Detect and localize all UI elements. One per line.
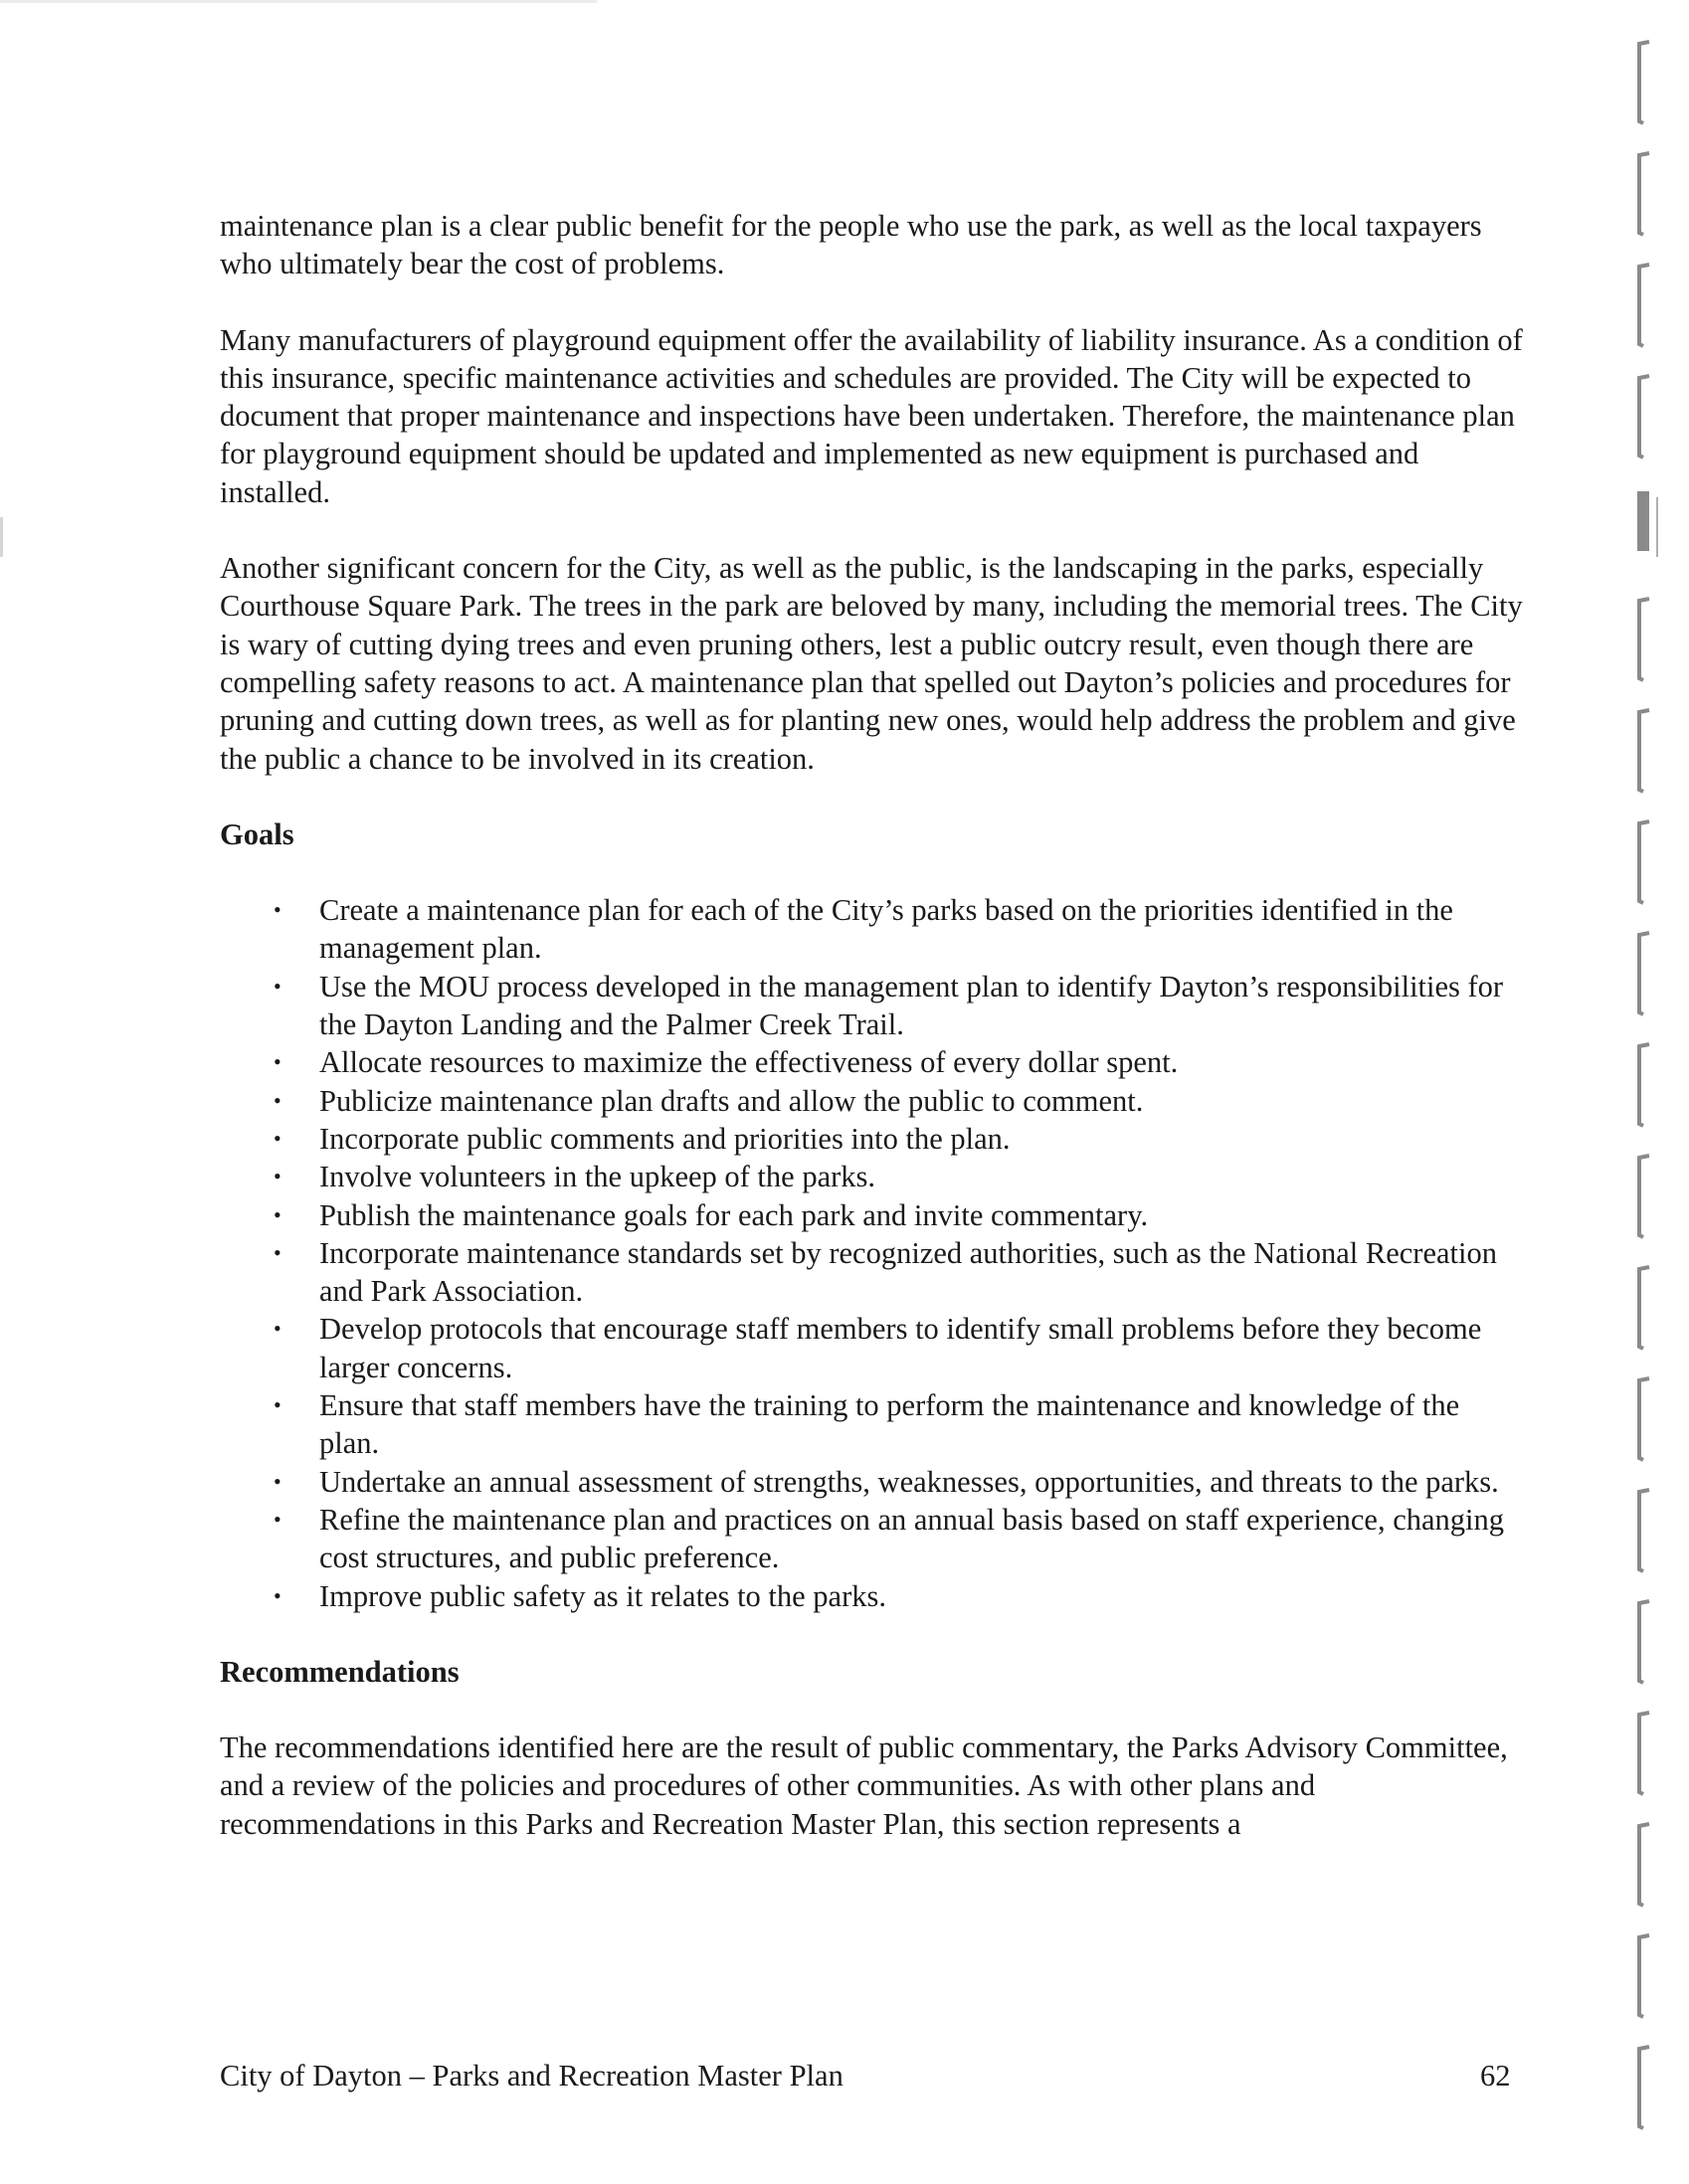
binder-mark-icon xyxy=(1631,1597,1661,1687)
goal-text: Undertake an annual assessment of strengths, weaknesses, opportunities, and threats to the parks. xyxy=(319,1464,1499,1499)
binder-mark-icon xyxy=(1631,1820,1661,1910)
page-body xyxy=(220,207,1523,1881)
bullet-icon: • xyxy=(274,1201,282,1227)
paragraph-landscaping: Another significant concern for the City, as well as the public, is the landscaping in the parks, especially Courthouse Square Park. The trees in the park are beloved by many, including the memorial trees. The City is wary of cutting dying trees and even pruning others, lest a public outcry result, even though there are compelling safety reasons to act. A maintenance plan that spelled out Dayton’s policies and procedures for pruning and cutting down trees, as well as for planting new ones, would help address the problem and give the public a chance to be involved in its creation. xyxy=(220,551,1523,776)
binder-mark-icon xyxy=(1631,1374,1661,1464)
bullet-icon: • xyxy=(274,1468,282,1494)
bullet-icon: • xyxy=(274,1049,282,1075)
bullet-icon: • xyxy=(274,1392,282,1418)
binder-mark-icon xyxy=(1631,487,1661,577)
recommendations-heading: Recommendations xyxy=(220,1654,460,1689)
goal-text: Involve volunteers in the upkeep of the parks. xyxy=(319,1160,876,1194)
list-item xyxy=(220,1386,1523,1463)
scan-left-mark xyxy=(0,517,3,557)
paragraph-playground-insurance: Many manufacturers of playground equipment offer the availability of liability insurance. As a condition of this insurance, specific maintenance activities and schedules are provided. The City will be expected to document that proper maintenance and inspections have been undertaken. Therefore, the maintenance plan for playground equipment should be updated and implemented as new equipment is purchased and installed. xyxy=(220,322,1523,509)
list-item xyxy=(220,1501,1523,1577)
binder-mark-icon xyxy=(1631,706,1661,796)
list-item xyxy=(220,968,1523,1044)
goals-list xyxy=(220,891,1523,1615)
goal-text: Develop protocols that encourage staff members to identify small problems before they become larger concerns. xyxy=(319,1312,1482,1384)
paragraph-intro: maintenance plan is a clear public benefit for the people who use the park, as well as the local taxpayers who ultimately bear the cost of problems. xyxy=(220,209,1482,281)
binder-mark-icon xyxy=(1631,261,1661,350)
bullet-icon: • xyxy=(274,897,282,923)
bullet-icon: • xyxy=(274,1506,282,1532)
goal-text: Create a maintenance plan for each of the City’s parks based on the priorities identified in the management plan. xyxy=(319,893,1453,966)
list-item xyxy=(220,1196,1523,1234)
list-item xyxy=(220,1158,1523,1195)
bullet-icon: • xyxy=(274,1125,282,1151)
binder-mark-icon xyxy=(1631,1040,1661,1130)
list-item xyxy=(220,891,1523,968)
list-item xyxy=(220,1082,1523,1120)
goal-text: Ensure that staff members have the training to perform the maintenance and knowledge of the plan. xyxy=(319,1388,1460,1461)
binder-mark-icon xyxy=(1631,818,1661,907)
binder-mark-icon xyxy=(1631,149,1661,239)
binder-mark-icon xyxy=(1631,1263,1661,1353)
binder-mark-icon xyxy=(1631,372,1661,461)
goal-text: Publish the maintenance goals for each park and invite commentary. xyxy=(319,1197,1149,1232)
goal-text: Refine the maintenance plan and practices on an annual basis based on staff experience, changing cost structures, and public preference. xyxy=(319,1502,1505,1575)
paragraph-recommendations: The recommendations identified here are the result of public commentary, the Parks Advisory Committee, and a review of the policies and procedures of other communities. As with other plans and recommendations in this Parks and Recreation Master Plan, this section represents a xyxy=(220,1730,1508,1841)
page-number: 62 xyxy=(1480,2059,1511,2093)
list-item xyxy=(220,1310,1523,1386)
list-item xyxy=(220,1043,1523,1081)
bullet-icon: • xyxy=(274,1582,282,1608)
bullet-icon: • xyxy=(274,1164,282,1189)
bullet-icon: • xyxy=(274,1316,282,1342)
bullet-icon: • xyxy=(274,1087,282,1113)
goal-text: Use the MOU process developed in the management plan to identify Dayton’s responsibilities for the Dayton Landing and the Palmer Creek Trail. xyxy=(319,969,1504,1042)
list-item xyxy=(220,1577,1523,1615)
binder-mark-icon xyxy=(1631,1931,1661,2021)
list-item xyxy=(220,1120,1523,1158)
bullet-icon: • xyxy=(274,973,282,999)
goal-text: Improve public safety as it relates to the parks. xyxy=(319,1578,886,1613)
list-item xyxy=(220,1463,1523,1501)
goal-text: Publicize maintenance plan drafts and allow the public to comment. xyxy=(319,1083,1144,1118)
list-item xyxy=(220,1234,1523,1311)
footer-title: City of Dayton – Parks and Recreation Master Plan xyxy=(220,2059,844,2093)
binder-mark-icon xyxy=(1631,1486,1661,1575)
binder-mark-icon xyxy=(1631,1709,1661,1798)
goal-text: Incorporate public comments and priorities into the plan. xyxy=(319,1121,1011,1156)
scan-edge-mark xyxy=(0,0,597,3)
binder-mark-icon xyxy=(1631,2043,1661,2132)
binder-mark-icon xyxy=(1631,38,1661,127)
bullet-icon: • xyxy=(274,1239,282,1265)
goal-text: Allocate resources to maximize the effectiveness of every dollar spent. xyxy=(319,1045,1179,1080)
goal-text: Incorporate maintenance standards set by recognized authorities, such as the National Recreation and Park Association. xyxy=(319,1235,1497,1309)
goals-heading: Goals xyxy=(220,817,294,851)
binder-mark-icon xyxy=(1631,595,1661,684)
binder-mark-icon xyxy=(1631,1152,1661,1241)
binder-mark-icon xyxy=(1631,929,1661,1018)
